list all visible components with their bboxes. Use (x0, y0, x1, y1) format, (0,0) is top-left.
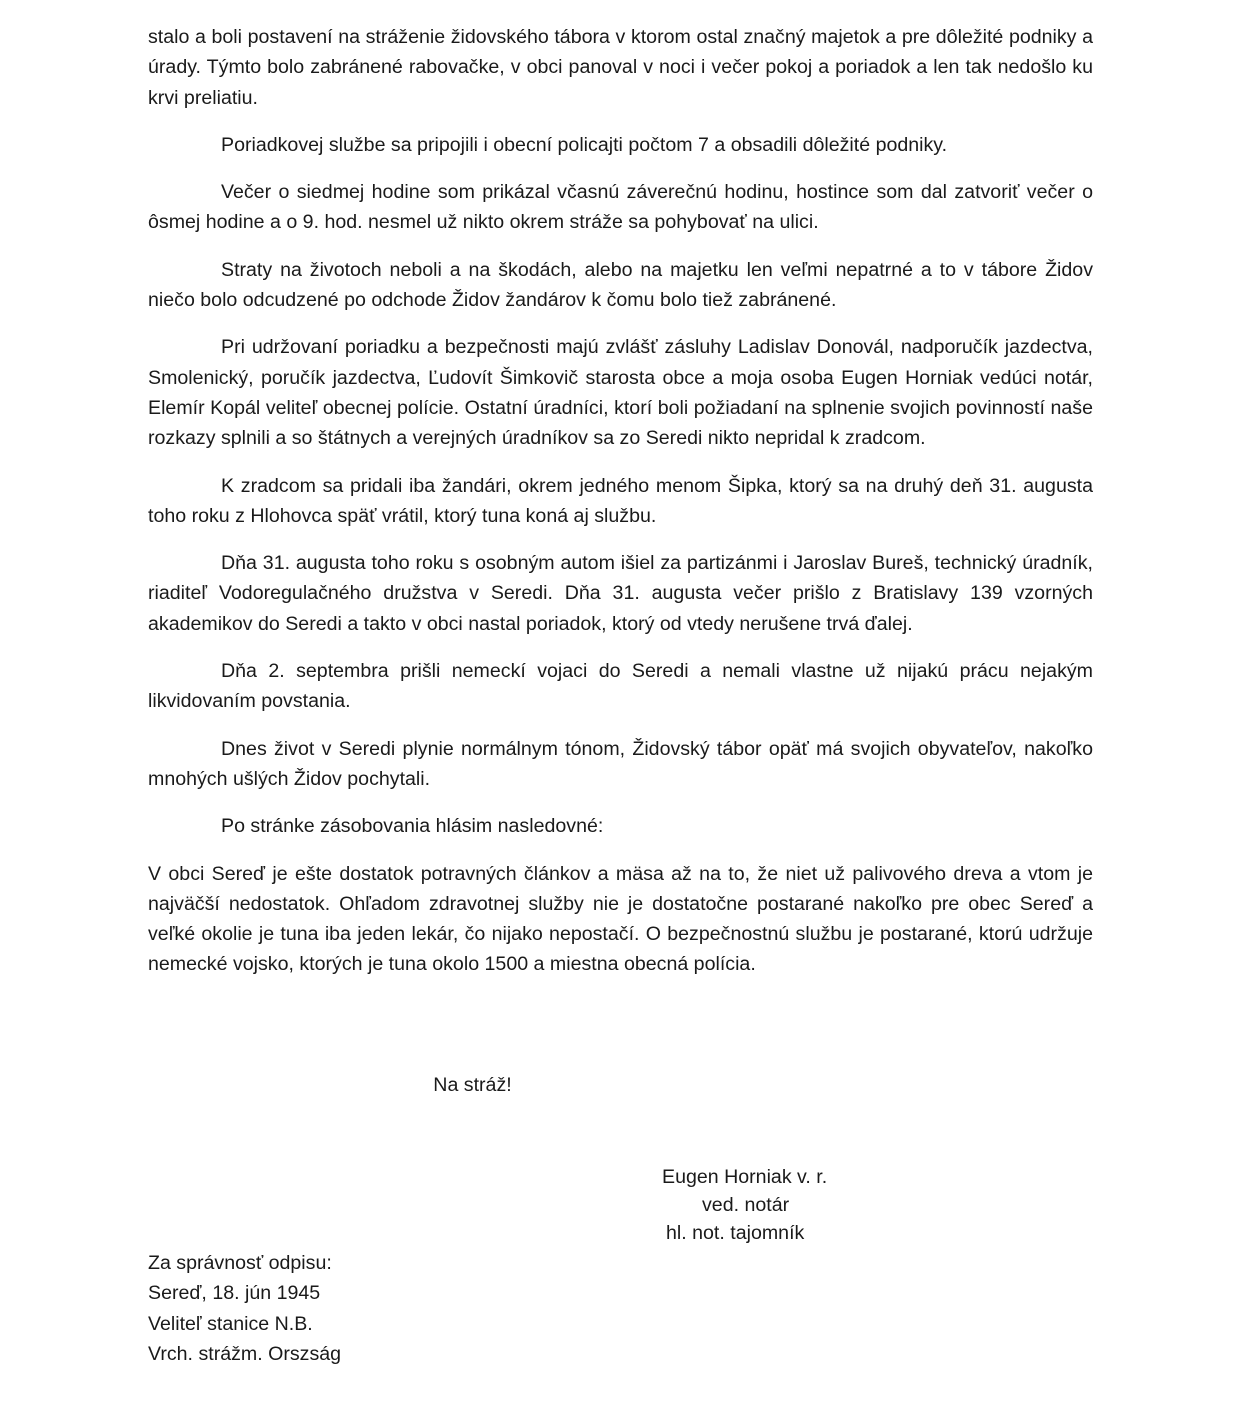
signature-block (650, 1163, 950, 1247)
paragraph-gendarmes: K zradcom sa pridali iba žandári, okrem jedného menom Šipka, ktorý sa na druhý deň 31. augusta toho roku z Hlohovca späť vrátil, ktorý tuna koná aj službu. (148, 474, 1093, 527)
document-body (148, 22, 1093, 997)
copy-verification (148, 1248, 341, 1369)
paragraph-september-2: Dňa 2. septembra prišli nemeckí vojaci do Seredi a nemali vlastne už nijakú prácu nejakým likvidovaním povstania. (148, 660, 1093, 713)
paragraph-today: Dnes život v Seredi plynie normálnym tónom, Židovský tábor opäť má svojich obyvateľov, nakoľko mnohých ušlých Židov pochytali. (148, 737, 1093, 790)
signature-name: Eugen Horniak v. r. (662, 1166, 828, 1188)
signature-role: ved. notár (702, 1194, 790, 1216)
paragraph-merits: Pri udržovaní poriadku a bezpečnosti majú zvlášť zásluhy Ladislav Donovál, nadporučík jazdectva, Smolenický, poručík jazdectva, Ľudovít Šimkovič starosta obce a moja osoba Eugen Horniak vedúci notár, Elemír Kopál veliteľ obecnej polície. Ostatní úradníci, ktorí boli požiadaní na splnenie svojich povinností naše rozkazy splnili a so štátnych a verejných úradníkov sa zo Seredi nikto nepridal k zradcom. (148, 336, 1093, 450)
copy-note-commander: Veliteľ stanice N.B. (148, 1312, 313, 1335)
paragraph-august-31: Dňa 31. augusta toho roku s osobným autom išiel za partizánmi i Jaroslav Bureš, technický úradník, riaditeľ Vodoregulačného družstva v Seredi. Dňa 31. augusta večer prišlo z Bratislavy 139 vzorných akademikov do Seredi a takto v obci nastal poriadok, ktorý od vtedy nerušene trvá ďalej. (148, 552, 1093, 635)
paragraph-curfew: Večer o siedmej hodine som prikázal včasnú záverečnú hodinu, hostince som dal zatvoriť večer o ôsmej hodine a o 9. hod. nesmel už nikto okrem stráže sa pohybovať na ulici. (148, 181, 1093, 234)
paragraph-supply-intro: Po stránke zásobovania hlásim nasledovné: (221, 815, 604, 838)
paragraph-police-join: Poriadkovej službe sa pripojili i obecní policajti počtom 7 a obsadili dôležité podniky. (221, 133, 948, 156)
paragraph-losses: Straty na životoch neboli a na škodách, alebo na majetku len veľmi nepatrné a to v tábore Židov niečo bolo odcudzené po odchode Židov žandárov k čomu bolo tiež zabránené. (148, 258, 1093, 312)
copy-note-place-date: Sereď, 18. jún 1945 (148, 1282, 321, 1305)
closing-salutation: Na stráž! (433, 1074, 512, 1096)
copy-note-officer: Vrch. strážm. Orszság (148, 1342, 342, 1365)
signature-title: hl. not. tajomník (666, 1222, 805, 1244)
paragraph-supply-report: V obci Sereď je ešte dostatok potravných článkov a mäsa až na to, že niet už palivového dreva a vtom je najväčší nedostatok. Ohľadom zdravotnej služby nie je dostatočne postarané nakoľko pre obec Sereď a veľké okolie je tuna iba jeden lekár, čo nijako nepostačí. O bezpečnostnú službu je postarané, ktorú udržuje nemecké vojsko, ktorých je tuna okolo 1500 a miestna obecná polícia. (148, 862, 1093, 976)
copy-note-heading: Za správnosť odpisu: (148, 1252, 332, 1274)
paragraph-guard-camp: stalo a boli postavení na stráženie židovského tábora v ktorom ostal značný majetok a pre dôležité podniky a úrady. Týmto bolo zabránené rabovačke, v obci panoval v noci i večer pokoj a poriadok a len tak nedošlo ku krvi preliatiu. (148, 26, 1093, 109)
